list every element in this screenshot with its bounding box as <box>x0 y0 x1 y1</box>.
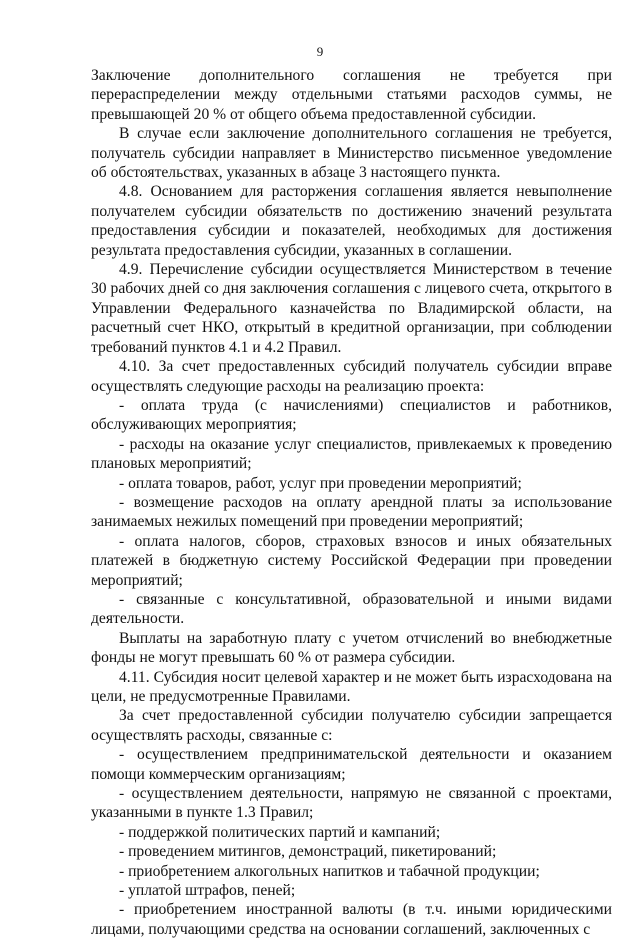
list-item-unrelated-activity: - осуществлением деятельности, напрямую не связанной с проектами, указанными в пункте 1.3 Правил; <box>91 785 612 822</box>
list-item-taxes: - оплата налогов, сборов, страховых взносов и иных обязательных платежей в бюджетную систему Российской Федерации при проведении мероприятий; <box>91 532 612 589</box>
paragraph-4-8: 4.8. Основанием для расторжения соглашения является невыполнение получателем субсидии обязательств по достижению значений результата предоставления субсидии и показателей, необходимых для достижения результата предоставления субсидии, указанных в соглашении. <box>91 183 612 259</box>
paragraph-4-9: 4.9. Перечисление субсидии осуществляется Министерством в течение 30 рабочих дней со дня заключения соглашения с лицевого счета, открытого в Управлении Федерального казначейства по Владимирской области, на расчетный счет НКО, открытый в кредитной организации, при соблюдении требований пунктов 4.1 и 4.2 Правил. <box>91 261 612 356</box>
list-item-fines: - уплатой штрафов, пеней; <box>119 882 296 900</box>
list-item-rent: - возмещение расходов на оплату арендной платы за использование занимаемых нежилых помещений при проведении мероприятий; <box>91 493 612 531</box>
list-item-business: - осуществлением предпринимательской деятельности и оказанием помощи коммерческим организациям; <box>91 746 612 783</box>
paragraph-salary-limit: Выплаты на заработную плату с учетом отчислений во внебюджетные фонды не могут превышать 60 % от размера субсидии. <box>91 629 612 667</box>
list-item-consulting: - связанные с консультативной, образовательной и иными видами деятельности. <box>91 590 612 628</box>
paragraph-notification: В случае если заключение дополнительного соглашения не требуется, получатель субсидии направляет в Министерство письменное уведомление об обстоятельствах, указанных в абзаце 3 настоящего пункта. <box>91 125 612 182</box>
paragraph-4-11: 4.11. Субсидия носит целевой характер и не может быть израсходована на цели, не предусмотренные Правилами. <box>91 668 612 705</box>
list-item-rallies: - проведением митингов, демонстраций, пикетирований; <box>119 843 497 861</box>
paragraph-4-10: 4.10. За счет предоставленных субсидий получатель субсидии вправе осуществлять следующие расходы на реализацию проекта: <box>91 358 612 395</box>
document-body <box>91 66 612 939</box>
list-item-labor: - оплата труда (с начислениями) специалистов и работников, обслуживающих мероприятия; <box>91 396 612 434</box>
list-item-goods: - оплата товаров, работ, услуг при проведении мероприятий; <box>119 474 522 492</box>
list-item-currency: - приобретением иностранной валюты (в т.ч. иными юридическими лицами, получающими средства на основании соглашений, заключенных с <box>91 901 612 938</box>
paragraph-prohibited-expenses: За счет предоставленной субсидии получателю субсидии запрещается осуществлять расходы, связанные с: <box>91 707 612 744</box>
list-item-specialists: - расходы на оказание услуг специалистов, привлекаемых к проведению плановых мероприятий; <box>91 435 612 473</box>
list-item-political: - поддержкой политических партий и кампаний; <box>119 823 441 841</box>
list-item-alcohol: - приобретением алкогольных напитков и табачной продукции; <box>119 862 540 880</box>
page-number: 9 <box>316 44 324 59</box>
paragraph-additional-agreement-not-required: Заключение дополнительного соглашения не требуется при перераспределении между отдельными статьями расходов суммы, не превышающей 20 % от общего объема предоставленной субсидии. <box>91 67 612 123</box>
